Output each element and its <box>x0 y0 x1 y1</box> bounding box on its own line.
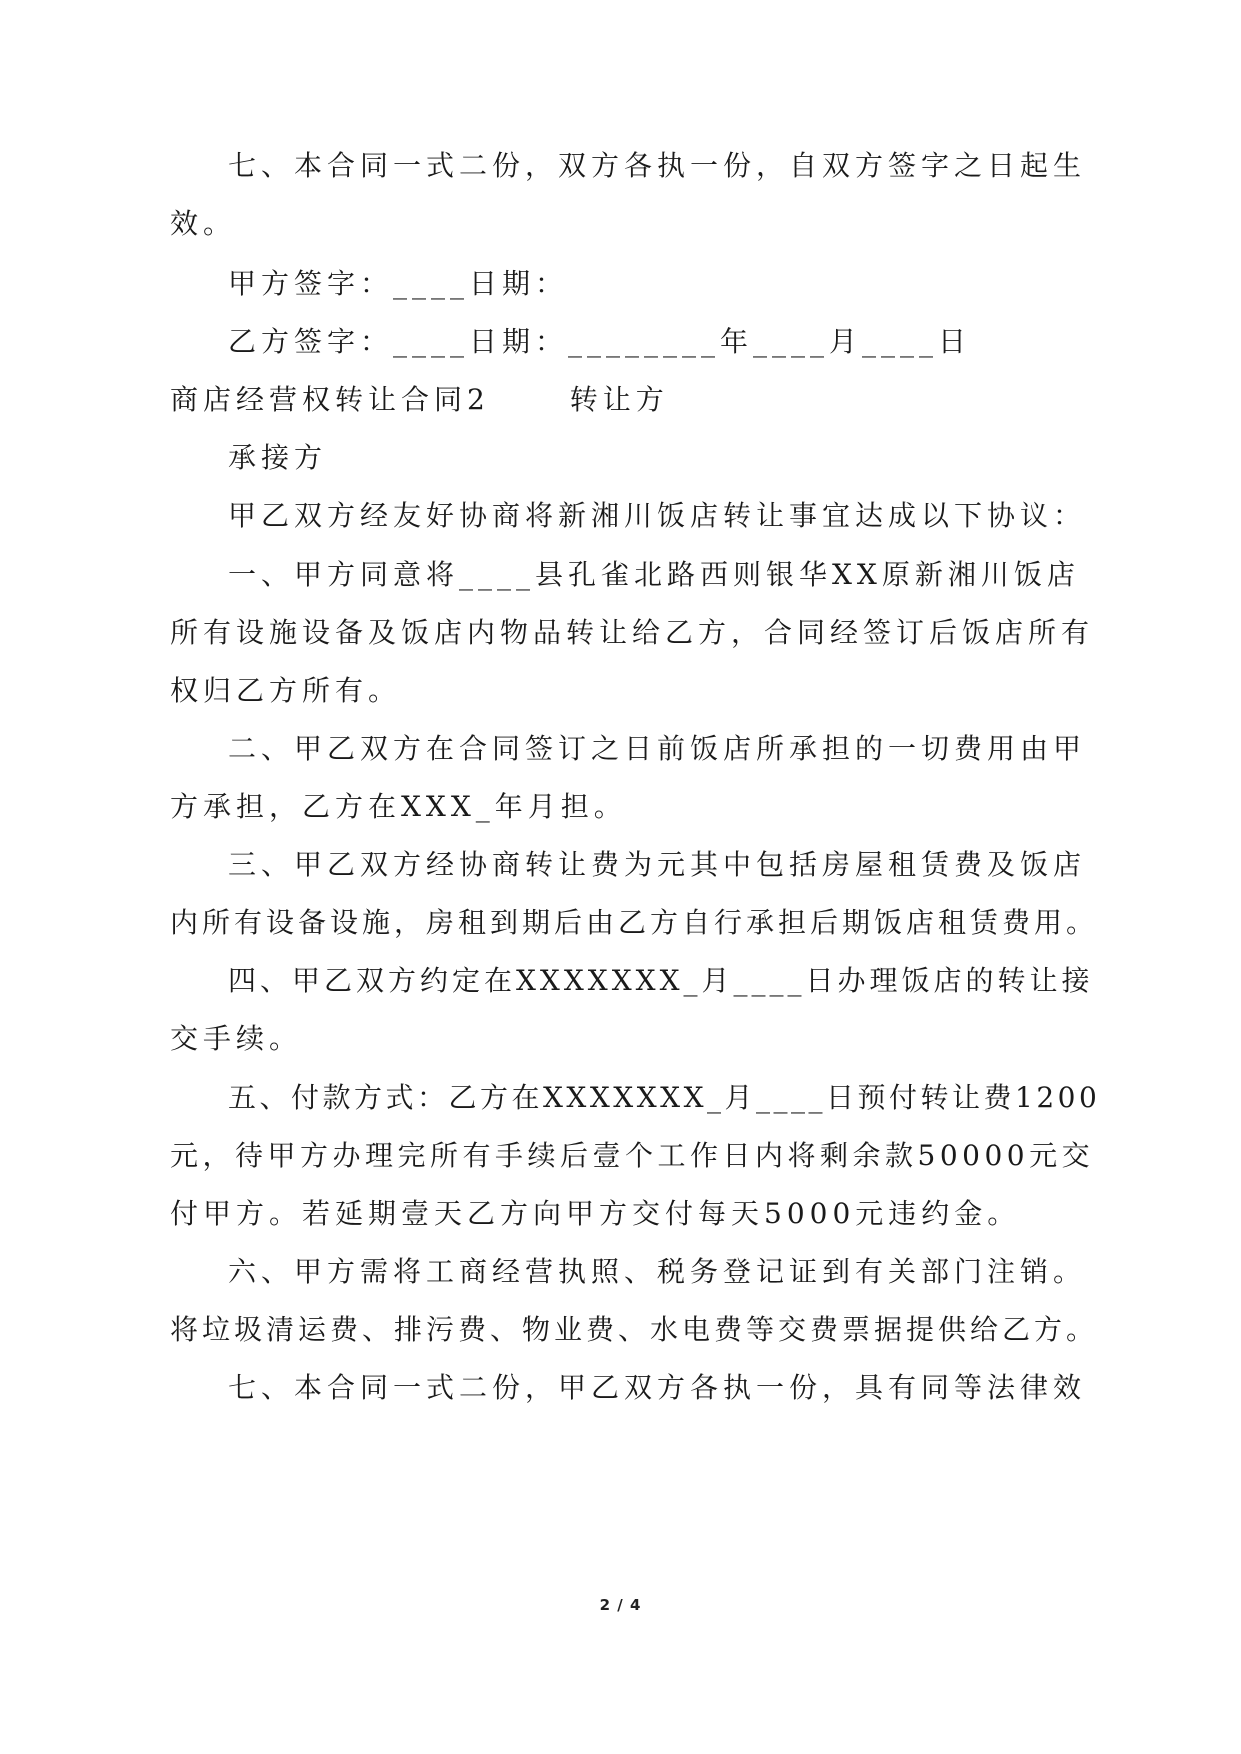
contract-2-heading: 商店经营权转让合同2 转让方 <box>170 383 669 416</box>
party-a-signature-line: 甲方签字：____日期： <box>228 267 569 300</box>
clause-1-line-3: 权归乙方所有。 <box>170 674 402 707</box>
acceptor-label: 承接方 <box>228 441 328 474</box>
clause-4-line-2: 交手续。 <box>170 1022 303 1055</box>
party-b-signature-line: 乙方签字：____日期：________年____月____日 <box>228 325 972 358</box>
clause-1-line-2: 所有设施设备及饭店内物品转让给乙方，合同经签订后饭店所有 <box>170 616 1095 649</box>
clause-7b-line-1: 七、本合同一式二份，甲乙双方各执一份，具有同等法律效 <box>228 1371 1087 1404</box>
clause-7-line-1: 七、本合同一式二份，双方各执一份，自双方签字之日起生 <box>228 149 1087 182</box>
clause-2-line-1: 二、甲乙双方在合同签订之日前饭店所承担的一切费用由甲 <box>228 732 1087 765</box>
clause-6-line-2: 将垃圾清运费、排污费、物业费、水电费等交费票据提供给乙方。 <box>170 1313 1099 1346</box>
clause-1-line-1: 一、甲方同意将____县孔雀北路西则银华XX原新湘川饭店 <box>228 558 1080 591</box>
clause-2-line-2: 方承担，乙方在XXX_年月担。 <box>170 790 627 823</box>
agreement-intro: 甲乙双方经友好协商将新湘川饭店转让事宜达成以下协议： <box>228 499 1087 532</box>
clause-3-line-2: 内所有设备设施，房租到期后由乙方自行承担后期饭店租赁费用。 <box>170 906 1099 939</box>
clause-5-line-1: 五、付款方式：乙方在XXXXXXX_月____日预付转让费1200 <box>228 1081 1101 1114</box>
clause-5-line-2: 元，待甲方办理完所有手续后壹个工作日内将剩余款50000元交 <box>170 1139 1095 1172</box>
clause-7-line-2: 效。 <box>170 207 237 240</box>
clause-3-line-1: 三、甲乙双方经协商转让费为元其中包括房屋租赁费及饭店 <box>228 848 1087 881</box>
clause-5-line-3: 付甲方。若延期壹天乙方向甲方交付每天5000元违约金。 <box>170 1197 1021 1230</box>
page-number: 2 / 4 <box>599 1596 642 1614</box>
clause-6-line-1: 六、甲方需将工商经营执照、税务登记证到有关部门注销。 <box>228 1255 1087 1288</box>
clause-4-line-1: 四、甲乙双方约定在XXXXXXX_月____日办理饭店的转让接 <box>228 964 1094 997</box>
